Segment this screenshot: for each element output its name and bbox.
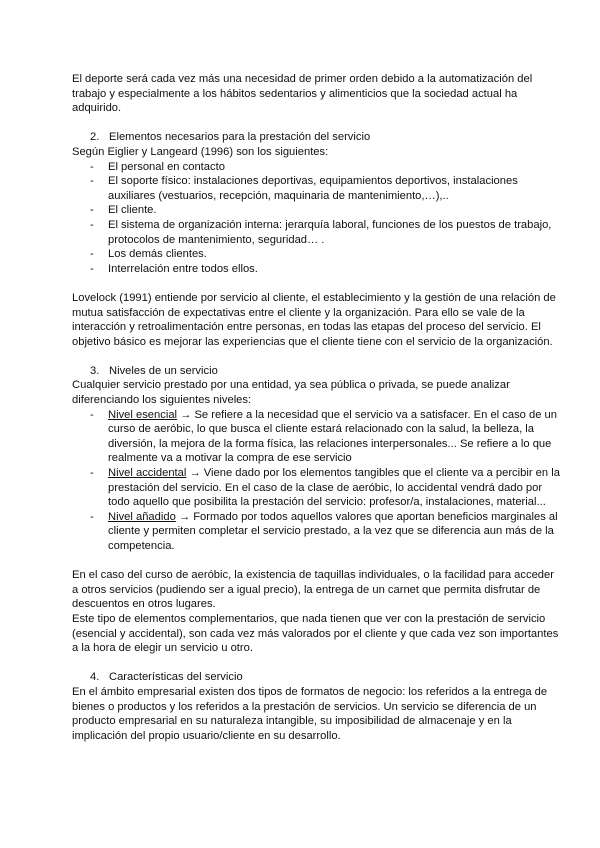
- spacer: [72, 276, 560, 291]
- section-3-title: Niveles de un servicio: [109, 364, 218, 377]
- dash-bullet: -: [90, 408, 94, 421]
- spacer: [72, 349, 560, 364]
- level-description: Formado por todos aquellos valores que aportan beneficios marginales al cliente y permiten completar el servicio prestado, a la vez que se diferencia aun más de la competencia.: [108, 510, 558, 552]
- section-2-heading: [72, 130, 560, 145]
- dash-bullet: -: [90, 175, 94, 188]
- section-3-number: 3.: [90, 364, 100, 377]
- section-3-heading: [72, 364, 560, 379]
- list-item: [72, 247, 560, 262]
- section-2-number: 2.: [90, 131, 100, 144]
- section-3-paragraph-2: Este tipo de elementos complementarios, que nada tienen que ver con la prestación de servicio (esencial y accidental), son cada vez más valorados por el cliente y que cada vez son importantes a la hora de elegir un servicio u otro.: [72, 612, 559, 655]
- dash-bullet: -: [90, 218, 94, 231]
- section-4-heading: [72, 670, 560, 685]
- dash-bullet: -: [90, 510, 94, 523]
- section-2-list: [72, 160, 560, 277]
- section-4-title: Características del servicio: [109, 671, 243, 684]
- dash-bullet: -: [90, 467, 94, 480]
- spacer: [72, 656, 560, 671]
- level-description: Viene dado por los elementos tangibles que el cliente va a percibir en la prestación del servicio. En el caso de la clase de aeróbic, lo accidental vendrá dado por todo aquello que posibilita la prestación del servicio: profesor/a, instalaciones, material...: [108, 467, 560, 509]
- list-item: [72, 262, 560, 277]
- arrow-symbol: →: [177, 408, 195, 421]
- list-item: [72, 408, 560, 466]
- section-3-lead: Cualquier servicio prestado por una entidad, ya sea pública o privada, se puede analizar diferenciando los siguientes niveles:: [72, 379, 510, 407]
- arrow-symbol: →: [175, 510, 194, 523]
- list-item: [72, 218, 560, 247]
- list-item: [72, 510, 560, 554]
- spacer: [72, 554, 560, 569]
- dash-bullet: -: [90, 204, 94, 217]
- dash-bullet: -: [90, 248, 94, 261]
- list-item-text: Interrelación entre todos ellos.: [108, 262, 258, 275]
- list-item: [72, 466, 560, 510]
- list-item-text: El personal en contacto: [108, 160, 225, 173]
- section-3-list: [72, 408, 560, 554]
- spacer: [72, 116, 560, 131]
- list-item: [72, 160, 560, 175]
- arrow-symbol: →: [186, 467, 204, 480]
- section-2-lead: Según Eiglier y Langeard (1996) son los siguientes:: [72, 145, 329, 158]
- level-description: Se refiere a la necesidad que el servicio va a satisfacer. En el caso de un curso de aeróbic, lo que busca el cliente estará relacionado con la salud, la belleza, la diversión, la mejora de la forma física, las relaciones interpersonales... Se refiere a lo que realmente va a motivar la compra de ese servicio: [108, 408, 557, 465]
- intro-paragraph: El deporte será cada vez más una necesidad de primer orden debido a la automatización del trabajo y especialmente a los hábitos sedentarios y alimenticios que la sociedad actual ha adquirido.: [72, 73, 533, 115]
- level-term: Nivel accidental: [108, 467, 187, 480]
- level-term: Nivel esencial: [108, 408, 178, 421]
- list-item: [72, 203, 560, 218]
- list-item: [72, 174, 560, 203]
- section-2-paragraph: Lovelock (1991) entiende por servicio al cliente, el establecimiento y la gestión de una relación de mutua satisfacción de expectativas entre el cliente y la organización. Para ello se vale de la interacción y retroalimentación entre personas, en todas las etapas del proceso del servicio. El objetivo básico es mejorar las experiencias que el cliente tiene con el servicio de la organización.: [72, 291, 556, 348]
- section-4-number: 4.: [90, 671, 100, 684]
- section-4-paragraph: En el ámbito empresarial existen dos tipos de formatos de negocio: los referidos a la entrega de bienes o productos y los referidos a la prestación de servicios. Un servicio se diferencia de un producto empresarial en su naturaleza intangible, su imposibilidad de almacenaje y en la implicación del propio usuario/cliente en su desarrollo.: [72, 685, 548, 742]
- list-item-text: Los demás clientes.: [108, 248, 207, 261]
- list-item-text: El cliente.: [108, 204, 157, 217]
- list-item-text: El soporte físico: instalaciones deportivas, equipamientos deportivos, instalaciones auxiliares (vestuarios, recepción, maquinaria de mantenimiento,…),..: [108, 175, 518, 202]
- dash-bullet: -: [90, 262, 94, 275]
- list-item-text: El sistema de organización interna: jerarquía laboral, funciones de los puestos de trabajo, protocolos de mantenimiento, seguridad… .: [108, 218, 552, 246]
- section-3-paragraph-1: En el caso del curso de aeróbic, la existencia de taquillas individuales, o la facilidad para acceder a otros servicios (pudiendo ser a igual precio), la entrega de un carnet que permita disfrutar de descuentos en otros lugares.: [72, 569, 554, 611]
- dash-bullet: -: [90, 160, 94, 173]
- section-2-title: Elementos necesarios para la prestación del servicio: [109, 131, 371, 144]
- level-term: Nivel añadido: [108, 510, 176, 523]
